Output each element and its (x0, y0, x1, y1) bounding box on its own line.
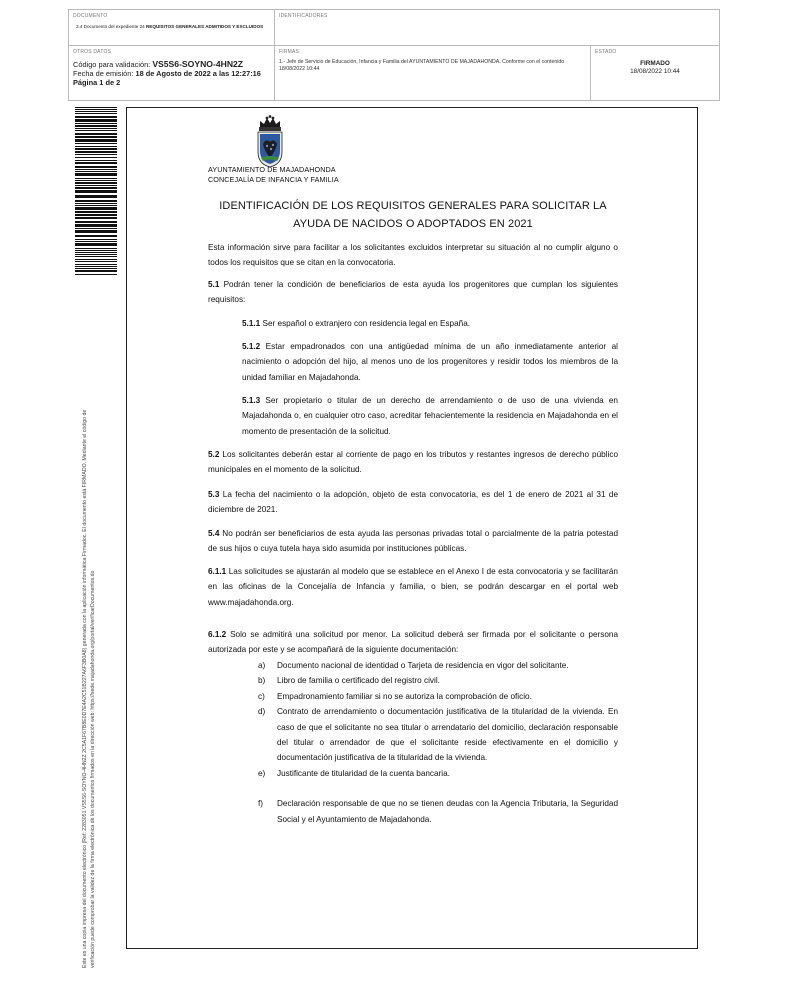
documento-prefix: 3.4 Documento del expediente 24 (76, 24, 145, 29)
barcode-image (75, 107, 117, 275)
list-marker: d) (258, 707, 266, 717)
list-item (208, 673, 618, 688)
section-number: 6.1.1 (208, 567, 227, 576)
pagina-indicator: Página 1 de 2 (73, 78, 121, 87)
list-marker: f) (258, 799, 264, 809)
section-5-1-2 (242, 339, 618, 385)
section-text: Los solicitantes deberán estar al corriente de pago en los tributos y restantes ingresos de derecho público municipales en el momento de la solicitud. (208, 450, 618, 475)
fecha-value: 18 de Agosto de 2022 a las 12:27:16 (135, 69, 261, 78)
codigo-label: Código para validación: (73, 60, 151, 69)
list-item-text: Declaración responsable de que no se tienen deudas con la Agencia Tributaria, la Seguridad Social y el Ayuntamiento de Majadahonda. (277, 799, 618, 824)
side-text-line-1: Este es una copia impresa del documento electrónico (Ref: 2283051 VS5S6-SOYNO-4HN2Z 2C5A1F67B8E0D7E4A2C51B227A6F3B0A8) generada con la aplicación informática Firmadoc. El documento está FIRMADO. Mediante el código de (82, 409, 88, 968)
identificadores-cell (275, 10, 719, 46)
coat-of-arms-icon (255, 114, 285, 168)
section-5-1-1 (242, 316, 618, 331)
list-item (208, 796, 618, 827)
section-number: 5.2 (208, 450, 220, 459)
section-text: La fecha del nacimiento o la adopción, objeto de esta convocatoria, es del 1 de enero de 2021 al 31 de diciembre de 2021. (208, 490, 618, 515)
list-item (208, 658, 618, 673)
list-marker: a) (258, 661, 266, 670)
documento-label: DOCUMENTO (73, 13, 108, 19)
firmas-label: FIRMAS (279, 49, 300, 55)
list-item (208, 766, 618, 781)
section-5-2 (208, 447, 618, 478)
documento-description (76, 23, 266, 30)
section-5-1-3 (242, 393, 618, 439)
section-text: Solo se admitirá una solicitud por menor. La solicitud deberá ser firmada por el solicitante o persona autorizada por este y se acompañará de la siguiente documentación: (208, 630, 618, 655)
section-text: Estar empadronados con una antigüedad mínima de un año inmediatamente anterior al nacimiento o adopción del hijo, al menos uno de los progenitores y residir todos los miembros de la unidad familiar en Majadahonda. (242, 342, 618, 382)
side-text-line-2: verificación puede comprobar la validez de la firma electrónica de los documentos firmados en la dirección web: https://sede.majadahonda.org/portal/verificarDocumentos.do (90, 570, 96, 968)
section-6-1-2 (208, 627, 618, 658)
section-text: Las solicitudes se ajustarán al modelo que se establece en el Anexo I de esta convocatoria y se facilitarán en las oficinas de la Concejalía de Infancia y familia, o bien, se podrán descargar en el portal web www.majadahonda.org. (208, 567, 618, 607)
verification-side-text (81, 308, 97, 968)
org-line-1: AYUNTAMIENTO DE MAJADAHONDA (208, 165, 336, 174)
documentation-list (208, 658, 618, 827)
list-marker: c) (258, 691, 265, 701)
codigo-value: VS5S6-SOYNO-4HN2Z (152, 59, 244, 69)
section-text: Ser español o extranjero con residencia legal en España. (260, 319, 471, 328)
firmas-cell (275, 46, 591, 100)
intro-paragraph: Esta información sirve para facilitar a los solicitantes excluidos interpretar su situación al no cumplir alguno o todos los requisitos que se citan en la convocatoria. (208, 243, 618, 268)
section-number: 5.1.2 (242, 342, 261, 351)
estado-info (591, 60, 719, 76)
list-item-text: Contrato de arrendamiento o documentación justificativa de la titularidad de la vivienda. En caso de que el solicitante no sea titular o arrendatario del domicilio, declaración responsable del titular o arrendador de que el solicitante reside efectivamente en el domicilio y documentación justificativa de la titularidad de la vivienda. (277, 707, 618, 763)
section-text: No podrán ser beneficiarios de esta ayuda las personas privadas total o parcialmente de la patria potestad de sus hijos o cuya tutela haya sido asumida por instituciones públicas. (208, 529, 618, 554)
list-item-text: Libro de familia o certificado del registro civil. (277, 676, 440, 686)
identificadores-label: IDENTIFICADORES (279, 13, 328, 19)
list-item-text: Justificante de titularidad de la cuenta bancaria. (277, 768, 450, 778)
section-text: Ser propietario o titular de un derecho de arrendamiento o de uso de una vivienda en Majadahonda o, en cualquier otro caso, acreditar fehacientemente la residencia en Majadahonda en el momento de presentación de la solicitud. (242, 396, 618, 436)
list-item-text: Empadronamiento familiar si no se autoriza la comprobación de oficio. (277, 691, 532, 701)
estado-date: 18/08/2022 10:44 (630, 68, 680, 75)
document-header-table (68, 9, 720, 101)
section-5-3 (208, 487, 618, 518)
documento-title: REQUISITOS GENERALES ADMITIDOS Y EXCLUIDOS (145, 24, 264, 29)
estado-cell (591, 46, 719, 100)
estado-value: FIRMADO (640, 60, 670, 67)
organization-name (208, 165, 339, 184)
section-number: 6.1.2 (208, 630, 227, 639)
otros-datos-label: OTROS DATOS (73, 49, 112, 55)
otros-datos-cell (69, 46, 275, 100)
documento-cell (69, 10, 275, 46)
list-item (208, 689, 618, 704)
list-item-text: Documento nacional de identidad o Tarjeta de residencia en vigor del solicitante. (277, 661, 569, 670)
section-6-1-1 (208, 564, 618, 610)
section-5-1 (208, 277, 618, 308)
section-number: 5.3 (208, 490, 220, 499)
section-text: Podrán tener la condición de beneficiarios de esta ayuda los progenitores que cumplan los siguientes requisitos: (208, 280, 618, 305)
section-5-4 (208, 526, 618, 557)
section-number: 5.1.3 (242, 396, 261, 405)
validation-info (73, 60, 261, 87)
section-number: 5.1 (208, 280, 220, 289)
section-number: 5.1.1 (242, 319, 261, 328)
section-number: 5.4 (208, 529, 220, 538)
fecha-label: Fecha de emisión: (73, 69, 134, 78)
firmas-text: 1.- Jefe de Servicio de Educación, Infancia y Familia del AYUNTAMIENTO DE MAJADAHONDA. Conforme con el contenido 18/08/2022 10:44 (279, 59, 565, 72)
title-line-2: AYUDA DE NACIDOS O ADOPTADOS EN 2021 (293, 218, 533, 230)
page-title (208, 197, 618, 233)
org-line-2: CONCEJALÍA DE INFANCIA Y FAMILIA (208, 174, 339, 184)
title-line-1: IDENTIFICACIÓN DE LOS REQUISITOS GENERALES PARA SOLICITAR LA (219, 200, 607, 212)
estado-label: ESTADO (595, 49, 617, 55)
list-item (208, 704, 618, 766)
list-marker: b) (258, 676, 266, 686)
list-marker: e) (258, 768, 266, 778)
